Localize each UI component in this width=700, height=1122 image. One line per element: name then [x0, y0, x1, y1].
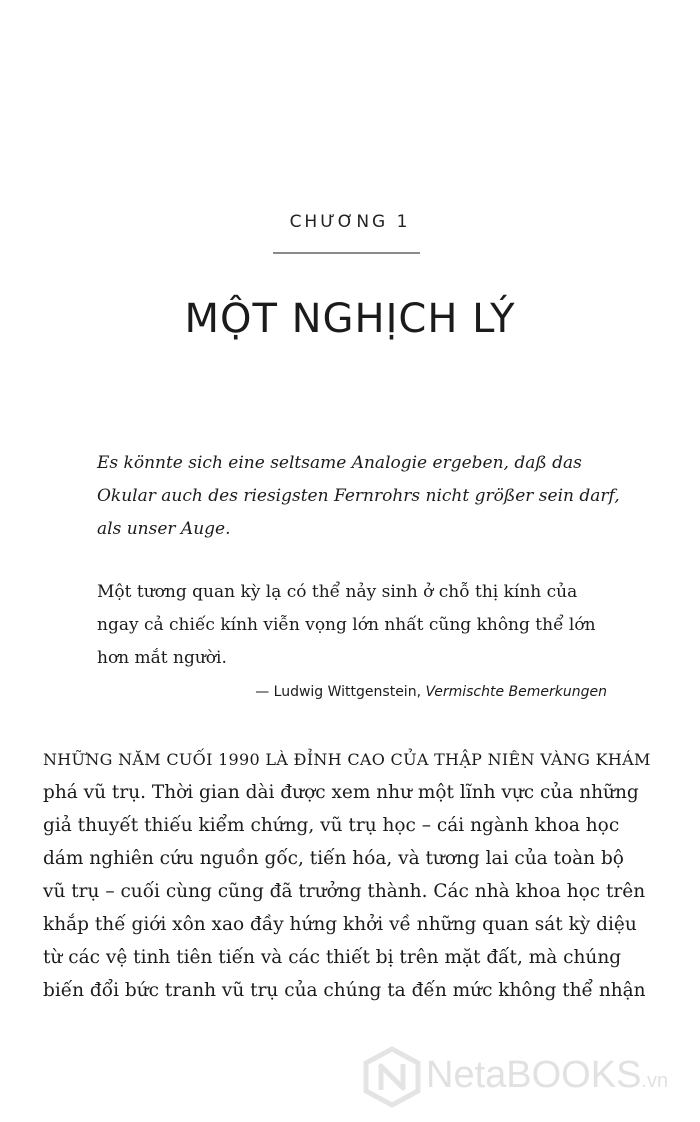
watermark [362, 1046, 692, 1108]
body-paragraph [43, 743, 673, 1007]
epigraph-vietnamese-line: Một tương quan kỳ lạ có thể nảy sinh ở chỗ thị kính của [97, 582, 578, 602]
body-line: dám nghiên cứu nguồn gốc, tiến hóa, và tương lai của toàn bộ [43, 848, 624, 869]
body-line: phá vũ trụ. Thời gian dài được xem như một lĩnh vực của những [43, 782, 639, 803]
epigraph-vietnamese-line: ngay cả chiếc kính viễn vọng lớn nhất cũng không thể lớn [97, 615, 596, 635]
body-line: khắp thế giới xôn xao đầy hứng khởi về những quan sát kỳ diệu [43, 914, 637, 935]
watermark-tld: .vn [641, 1070, 669, 1092]
body-line: giả thuyết thiếu kiểm chứng, vũ trụ học – cái ngành khoa học [43, 815, 620, 836]
body-line: từ các vệ tinh tiên tiến và các thiết bị trên mặt đất, mà chúng [43, 947, 622, 968]
epigraph-german [97, 447, 620, 546]
body-line: vũ trụ – cuối cùng cũng đã trưởng thành. Các nhà khoa học trên [43, 881, 646, 902]
chapter-label: CHƯƠNG 1 [289, 212, 411, 232]
chapter-divider [273, 252, 420, 254]
attribution-work: Vermischte Bemerkungen [425, 684, 607, 700]
epigraph-german-line: als unser Auge. [97, 519, 231, 539]
body-lead-in: NHỮNG NĂM CUỐI 1990 LÀ ĐỈNH CAO CỦA THẬP NIÊN VÀNG KHÁM [43, 750, 651, 769]
epigraph-vietnamese-line: hơn mắt người. [97, 648, 227, 668]
watermark-brand-name: NetaBOOKS [426, 1054, 642, 1096]
body-line: biến đổi bức tranh vũ trụ của chúng ta đến mức không thể nhận [43, 980, 646, 1001]
epigraph-vietnamese [97, 576, 617, 675]
epigraph-german-line: Es könnte sich eine seltsame Analogie ergeben, daß das [97, 453, 582, 473]
epigraph-attribution [255, 684, 607, 700]
epigraph-german-line: Okular auch des riesigsten Fernrohrs nicht größer sein darf, [97, 486, 620, 506]
netabooks-logo-icon [362, 1046, 422, 1108]
chapter-title: MỘT NGHỊCH LÝ [184, 296, 516, 342]
attribution-author: — Ludwig Wittgenstein, [255, 684, 426, 700]
watermark-brand [426, 1054, 668, 1097]
